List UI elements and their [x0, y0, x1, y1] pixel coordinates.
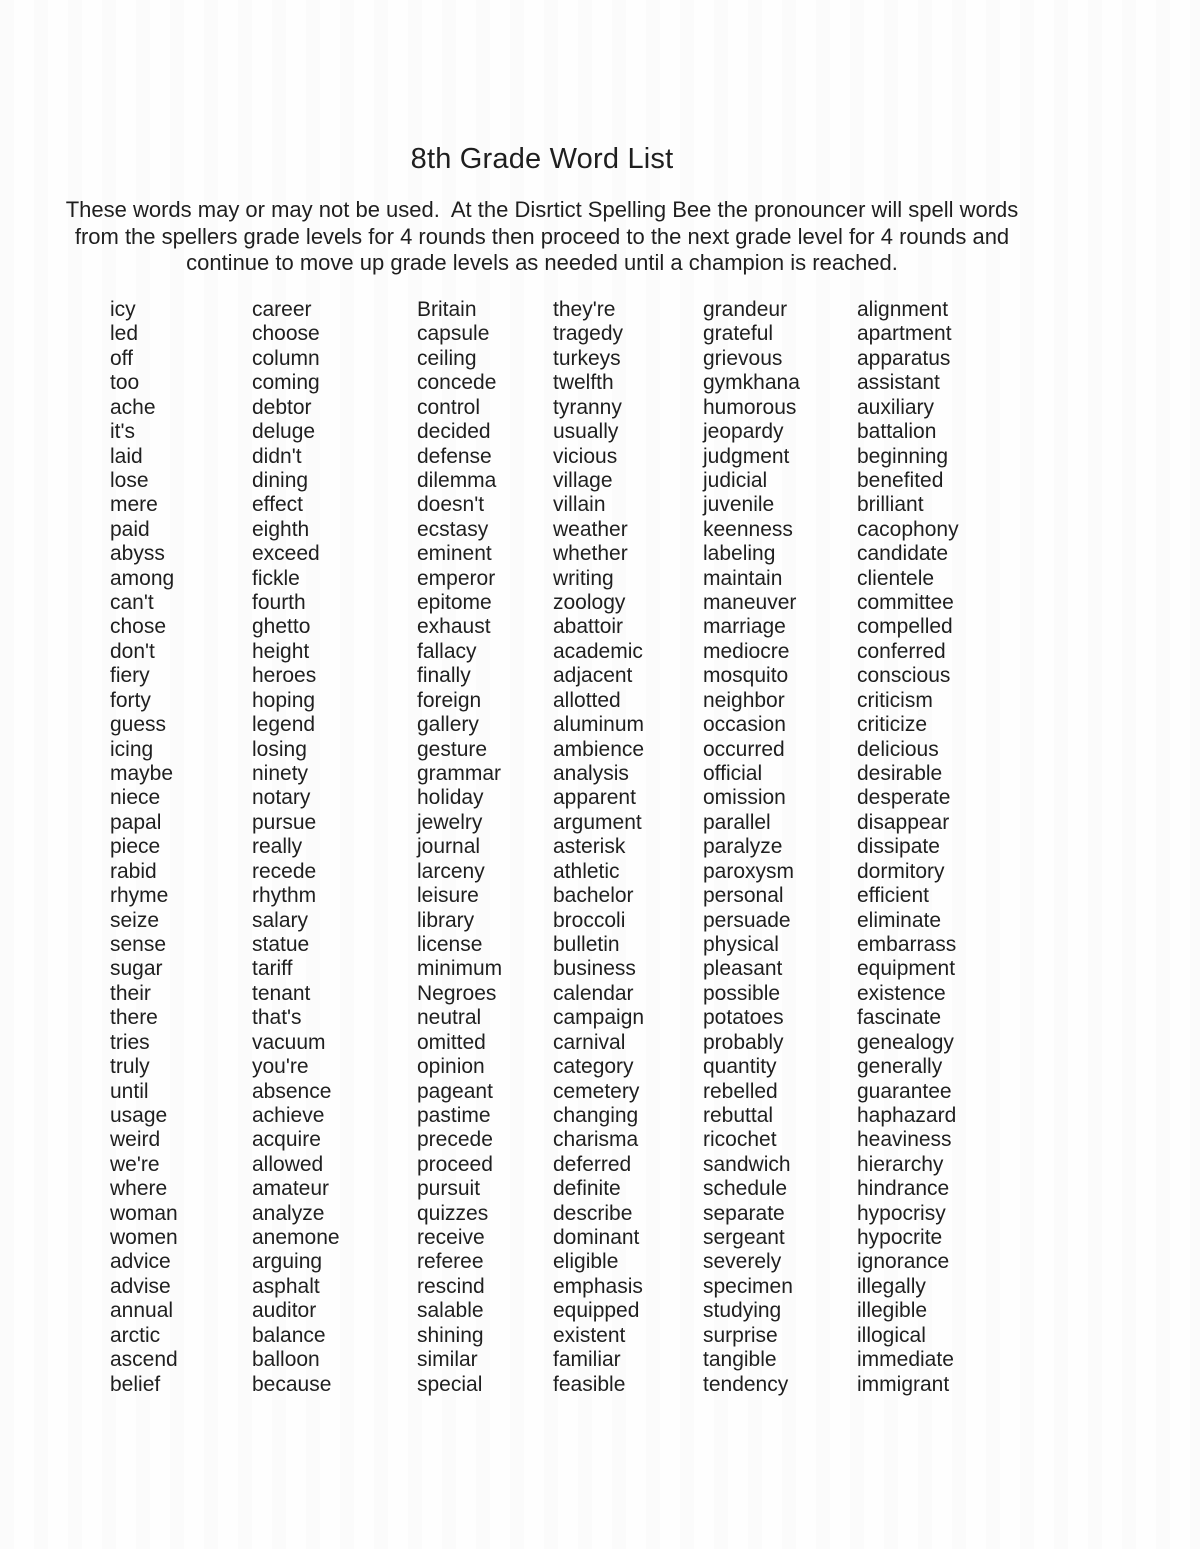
word: pastime: [417, 1103, 491, 1127]
word: beginning: [857, 444, 949, 468]
word: gallery: [417, 713, 479, 737]
word: heaviness: [857, 1128, 952, 1152]
word: labeling: [703, 542, 776, 566]
word: jeopardy: [703, 420, 784, 444]
word: alignment: [857, 298, 949, 321]
word: emphasis: [553, 1274, 643, 1298]
word: ambience: [553, 737, 645, 761]
word: arctic: [110, 1323, 161, 1347]
word: tangible: [703, 1348, 777, 1372]
word: truly: [110, 1055, 150, 1079]
word: dining: [252, 468, 309, 492]
word: grateful: [703, 322, 774, 346]
word: niece: [110, 786, 161, 810]
word: icing: [110, 737, 154, 761]
word: hierarchy: [857, 1152, 944, 1176]
word: off: [110, 346, 133, 370]
word: effect: [252, 493, 303, 517]
word: auditor: [252, 1299, 317, 1323]
word: control: [417, 395, 481, 419]
word: illegally: [857, 1274, 926, 1298]
word: exhaust: [417, 615, 491, 639]
word: fascinate: [857, 1006, 942, 1030]
word: rabid: [110, 859, 157, 883]
word: women: [110, 1226, 178, 1250]
word: marriage: [703, 615, 786, 639]
word: until: [110, 1079, 149, 1103]
word: finally: [417, 664, 471, 688]
word: maintain: [703, 566, 783, 590]
word: definite: [553, 1177, 621, 1201]
word: guess: [110, 713, 167, 737]
word: criticism: [857, 688, 933, 712]
word: papal: [110, 810, 162, 834]
word: achieve: [252, 1103, 325, 1127]
word: annual: [110, 1299, 174, 1323]
word: changing: [553, 1103, 639, 1127]
page-title: 8th Grade Word List: [410, 143, 674, 175]
word: desirable: [857, 762, 943, 786]
word: studying: [703, 1299, 782, 1323]
word: gesture: [417, 737, 488, 761]
word: ceiling: [417, 346, 477, 370]
word: debtor: [252, 395, 312, 419]
word: referee: [417, 1250, 484, 1274]
word: battalion: [857, 420, 937, 444]
word: because: [252, 1372, 332, 1396]
word: analysis: [553, 762, 629, 786]
word: feasible: [553, 1372, 626, 1396]
word: legend: [252, 713, 316, 737]
word: specimen: [703, 1274, 793, 1298]
word: dilemma: [417, 468, 497, 492]
word: journal: [417, 835, 481, 859]
word: hypocrite: [857, 1226, 943, 1250]
word: allowed: [252, 1152, 324, 1176]
word: led: [110, 322, 139, 346]
word: academic: [553, 639, 643, 663]
word: tyranny: [553, 395, 622, 419]
word: persuade: [703, 908, 791, 932]
word: emperor: [417, 566, 496, 590]
word: really: [252, 835, 303, 859]
word: lose: [110, 468, 149, 492]
word: category: [553, 1055, 634, 1079]
word-column-5: [703, 298, 800, 1397]
word: severely: [703, 1250, 782, 1274]
word: auxiliary: [857, 395, 935, 419]
word: embarrass: [857, 932, 957, 956]
word: abattoir: [553, 615, 624, 639]
word: maneuver: [703, 591, 797, 615]
word: salable: [417, 1299, 484, 1323]
word: conferred: [857, 639, 946, 663]
word: foreign: [417, 688, 482, 712]
word-list: [0, 298, 1200, 1398]
word: eighth: [252, 517, 310, 541]
word: assistant: [857, 371, 940, 395]
word: tragedy: [553, 322, 624, 346]
word: rhyme: [110, 884, 169, 908]
word: possible: [703, 981, 781, 1005]
word: separate: [703, 1201, 785, 1225]
word: don't: [110, 639, 155, 663]
word: schedule: [703, 1177, 788, 1201]
word: deluge: [252, 420, 316, 444]
word: describe: [553, 1201, 633, 1225]
word: dominant: [553, 1226, 640, 1250]
word: turkeys: [553, 346, 621, 370]
word: benefited: [857, 468, 944, 492]
word: asphalt: [252, 1274, 320, 1298]
intro-paragraph: [0, 197, 1084, 277]
word: omission: [703, 786, 786, 810]
word: illegible: [857, 1299, 928, 1323]
word: cacophony: [857, 517, 959, 541]
word: larceny: [417, 859, 485, 883]
word-column-2: [252, 298, 340, 1397]
word: twelfth: [553, 371, 614, 395]
word: apparent: [553, 786, 636, 810]
word: zoology: [553, 591, 626, 615]
word: quizzes: [417, 1201, 489, 1225]
word: holiday: [417, 786, 484, 810]
word: disappear: [857, 810, 950, 834]
word: paroxysm: [703, 859, 795, 883]
word: fickle: [252, 566, 300, 590]
word: committee: [857, 591, 954, 615]
word: personal: [703, 884, 784, 908]
word: delicious: [857, 737, 939, 761]
word: usage: [110, 1103, 168, 1127]
word: village: [553, 468, 613, 492]
word: rescind: [417, 1274, 485, 1298]
word: criticize: [857, 713, 928, 737]
word: where: [110, 1177, 168, 1201]
word: calendar: [553, 981, 634, 1005]
word: too: [110, 371, 140, 395]
word: sense: [110, 932, 167, 956]
word: belief: [110, 1372, 161, 1396]
word: clientele: [857, 566, 935, 590]
word: official: [703, 762, 763, 786]
word: eliminate: [857, 908, 942, 932]
word: choose: [252, 322, 320, 346]
word: advise: [110, 1274, 171, 1298]
word: similar: [417, 1348, 478, 1372]
word: tariff: [252, 957, 293, 981]
word: can't: [110, 591, 154, 615]
word: surprise: [703, 1323, 778, 1347]
word: you're: [252, 1055, 309, 1079]
word: balance: [252, 1323, 326, 1347]
word: genealogy: [857, 1030, 954, 1054]
word: forty: [110, 688, 151, 712]
word: villain: [553, 493, 606, 517]
word: grandeur: [703, 298, 788, 321]
word: precede: [417, 1128, 493, 1152]
word: chose: [110, 615, 167, 639]
word: that's: [252, 1006, 302, 1030]
word: keenness: [703, 517, 793, 541]
word: grammar: [417, 762, 502, 786]
word: bulletin: [553, 932, 620, 956]
word: ascend: [110, 1348, 178, 1372]
word: their: [110, 981, 151, 1005]
word: special: [417, 1372, 483, 1396]
word: sandwich: [703, 1152, 791, 1176]
word: equipped: [553, 1299, 640, 1323]
word: pursuit: [417, 1177, 481, 1201]
word: sergeant: [703, 1226, 785, 1250]
word: potatoes: [703, 1006, 784, 1030]
word: jewelry: [417, 810, 483, 834]
word: ghetto: [252, 615, 311, 639]
word: column: [252, 346, 320, 370]
word: business: [553, 957, 636, 981]
word: analyze: [252, 1201, 325, 1225]
word: allotted: [553, 688, 621, 712]
word: illogical: [857, 1323, 926, 1347]
word: cemetery: [553, 1079, 640, 1103]
word: ninety: [252, 762, 309, 786]
word: deferred: [553, 1152, 632, 1176]
word: amateur: [252, 1177, 330, 1201]
word: apartment: [857, 322, 952, 346]
word: maybe: [110, 762, 174, 786]
word: paid: [110, 517, 150, 541]
word: carnival: [553, 1030, 626, 1054]
word: eminent: [417, 542, 492, 566]
intro-line: from the spellers grade levels for 4 rounds then proceed to the next grade level for 4 rounds and: [74, 223, 1010, 249]
word: hindrance: [857, 1177, 950, 1201]
word: occasion: [703, 713, 786, 737]
word: among: [110, 566, 175, 590]
word: piece: [110, 835, 161, 859]
word: we're: [110, 1152, 160, 1176]
word: library: [417, 908, 475, 932]
word: fourth: [252, 591, 306, 615]
word: adjacent: [553, 664, 633, 688]
word: desperate: [857, 786, 951, 810]
word: decided: [417, 420, 491, 444]
word: tenant: [252, 981, 311, 1005]
word: mosquito: [703, 664, 789, 688]
word: shining: [417, 1323, 484, 1347]
word: pursue: [252, 810, 317, 834]
word: candidate: [857, 542, 949, 566]
word: conscious: [857, 664, 951, 688]
word-column-3: [417, 298, 502, 1397]
word: judicial: [703, 468, 768, 492]
word: broccoli: [553, 908, 626, 932]
word-column-1: [110, 298, 178, 1397]
word: apparatus: [857, 346, 951, 370]
word: argument: [553, 810, 642, 834]
word: Britain: [417, 298, 477, 321]
word: doesn't: [417, 493, 485, 517]
word: heroes: [252, 664, 317, 688]
word: proceed: [417, 1152, 493, 1176]
word: equipment: [857, 957, 956, 981]
word: rebelled: [703, 1079, 778, 1103]
word: leisure: [417, 884, 479, 908]
word: juvenile: [703, 493, 775, 517]
word: recede: [252, 859, 317, 883]
word: athletic: [553, 859, 620, 883]
word: fallacy: [417, 639, 477, 663]
word: sugar: [110, 957, 163, 981]
word: writing: [553, 566, 614, 590]
word: guarantee: [857, 1079, 952, 1103]
word: receive: [417, 1226, 485, 1250]
word: judgment: [703, 444, 790, 468]
word: fiery: [110, 664, 150, 688]
word: absence: [252, 1079, 332, 1103]
word: quantity: [703, 1055, 777, 1079]
word: woman: [110, 1201, 178, 1225]
word: usually: [553, 420, 619, 444]
word: neighbor: [703, 688, 785, 712]
word: charisma: [553, 1128, 639, 1152]
word: advice: [110, 1250, 171, 1274]
word: exceed: [252, 542, 320, 566]
word: abyss: [110, 542, 165, 566]
word: familiar: [553, 1348, 621, 1372]
word: there: [110, 1006, 158, 1030]
word: campaign: [553, 1006, 645, 1030]
word: concede: [417, 371, 497, 395]
word: humorous: [703, 395, 797, 419]
word: pageant: [417, 1079, 493, 1103]
word: arguing: [252, 1250, 323, 1274]
word: weather: [553, 517, 628, 541]
word: ricochet: [703, 1128, 777, 1152]
word: mere: [110, 493, 158, 517]
word: rebuttal: [703, 1103, 774, 1127]
word: weird: [110, 1128, 161, 1152]
word: physical: [703, 932, 779, 956]
word: tries: [110, 1030, 150, 1054]
word: seize: [110, 908, 160, 932]
word: notary: [252, 786, 311, 810]
word: it's: [110, 420, 136, 444]
word: laid: [110, 444, 143, 468]
word: license: [417, 932, 483, 956]
word-column-6: [857, 298, 959, 1397]
word: statue: [252, 932, 310, 956]
word: defense: [417, 444, 492, 468]
word: height: [252, 639, 310, 663]
word: whether: [553, 542, 628, 566]
word: occurred: [703, 737, 785, 761]
word: existence: [857, 981, 946, 1005]
word: balloon: [252, 1348, 320, 1372]
word: coming: [252, 371, 320, 395]
word: parallel: [703, 810, 771, 834]
word: ignorance: [857, 1250, 950, 1274]
word: anemone: [252, 1226, 340, 1250]
word: gymkhana: [703, 371, 800, 395]
word: career: [252, 298, 312, 321]
word: probably: [703, 1030, 784, 1054]
word: grievous: [703, 346, 783, 370]
word: neutral: [417, 1006, 482, 1030]
word: dormitory: [857, 859, 945, 883]
word: losing: [252, 737, 307, 761]
word: they're: [553, 298, 616, 321]
word: omitted: [417, 1030, 486, 1054]
word: asterisk: [553, 835, 626, 859]
word: capsule: [417, 322, 490, 346]
word: vicious: [553, 444, 618, 468]
word: acquire: [252, 1128, 321, 1152]
word: compelled: [857, 615, 953, 639]
word: vacuum: [252, 1030, 326, 1054]
word: hoping: [252, 688, 316, 712]
word: bachelor: [553, 884, 634, 908]
word: rhythm: [252, 884, 317, 908]
word: ache: [110, 395, 156, 419]
word: aluminum: [553, 713, 645, 737]
word: mediocre: [703, 639, 790, 663]
intro-line: These words may or may not be used. At the Disrtict Spelling Bee the pronouncer will spell words: [65, 197, 1019, 222]
word: hypocrisy: [857, 1201, 946, 1225]
word: icy: [110, 298, 136, 321]
word: tendency: [703, 1372, 789, 1396]
intro-line: continue to move up grade levels as needed until a champion is reached.: [186, 250, 898, 275]
word: epitome: [417, 591, 492, 615]
word: minimum: [417, 957, 503, 981]
word: generally: [857, 1055, 943, 1079]
word: haphazard: [857, 1103, 957, 1127]
word: opinion: [417, 1055, 485, 1079]
word: didn't: [252, 444, 302, 468]
word: eligible: [553, 1250, 619, 1274]
word: immigrant: [857, 1372, 950, 1396]
word: dissipate: [857, 835, 940, 859]
word: brilliant: [857, 493, 924, 517]
word: pleasant: [703, 957, 783, 981]
word: ecstasy: [417, 517, 489, 541]
word: immediate: [857, 1348, 954, 1372]
word-column-4: [553, 298, 644, 1397]
word: efficient: [857, 884, 929, 908]
word: existent: [553, 1323, 626, 1347]
word: salary: [252, 908, 309, 932]
word: Negroes: [417, 981, 497, 1005]
word: paralyze: [703, 835, 783, 859]
